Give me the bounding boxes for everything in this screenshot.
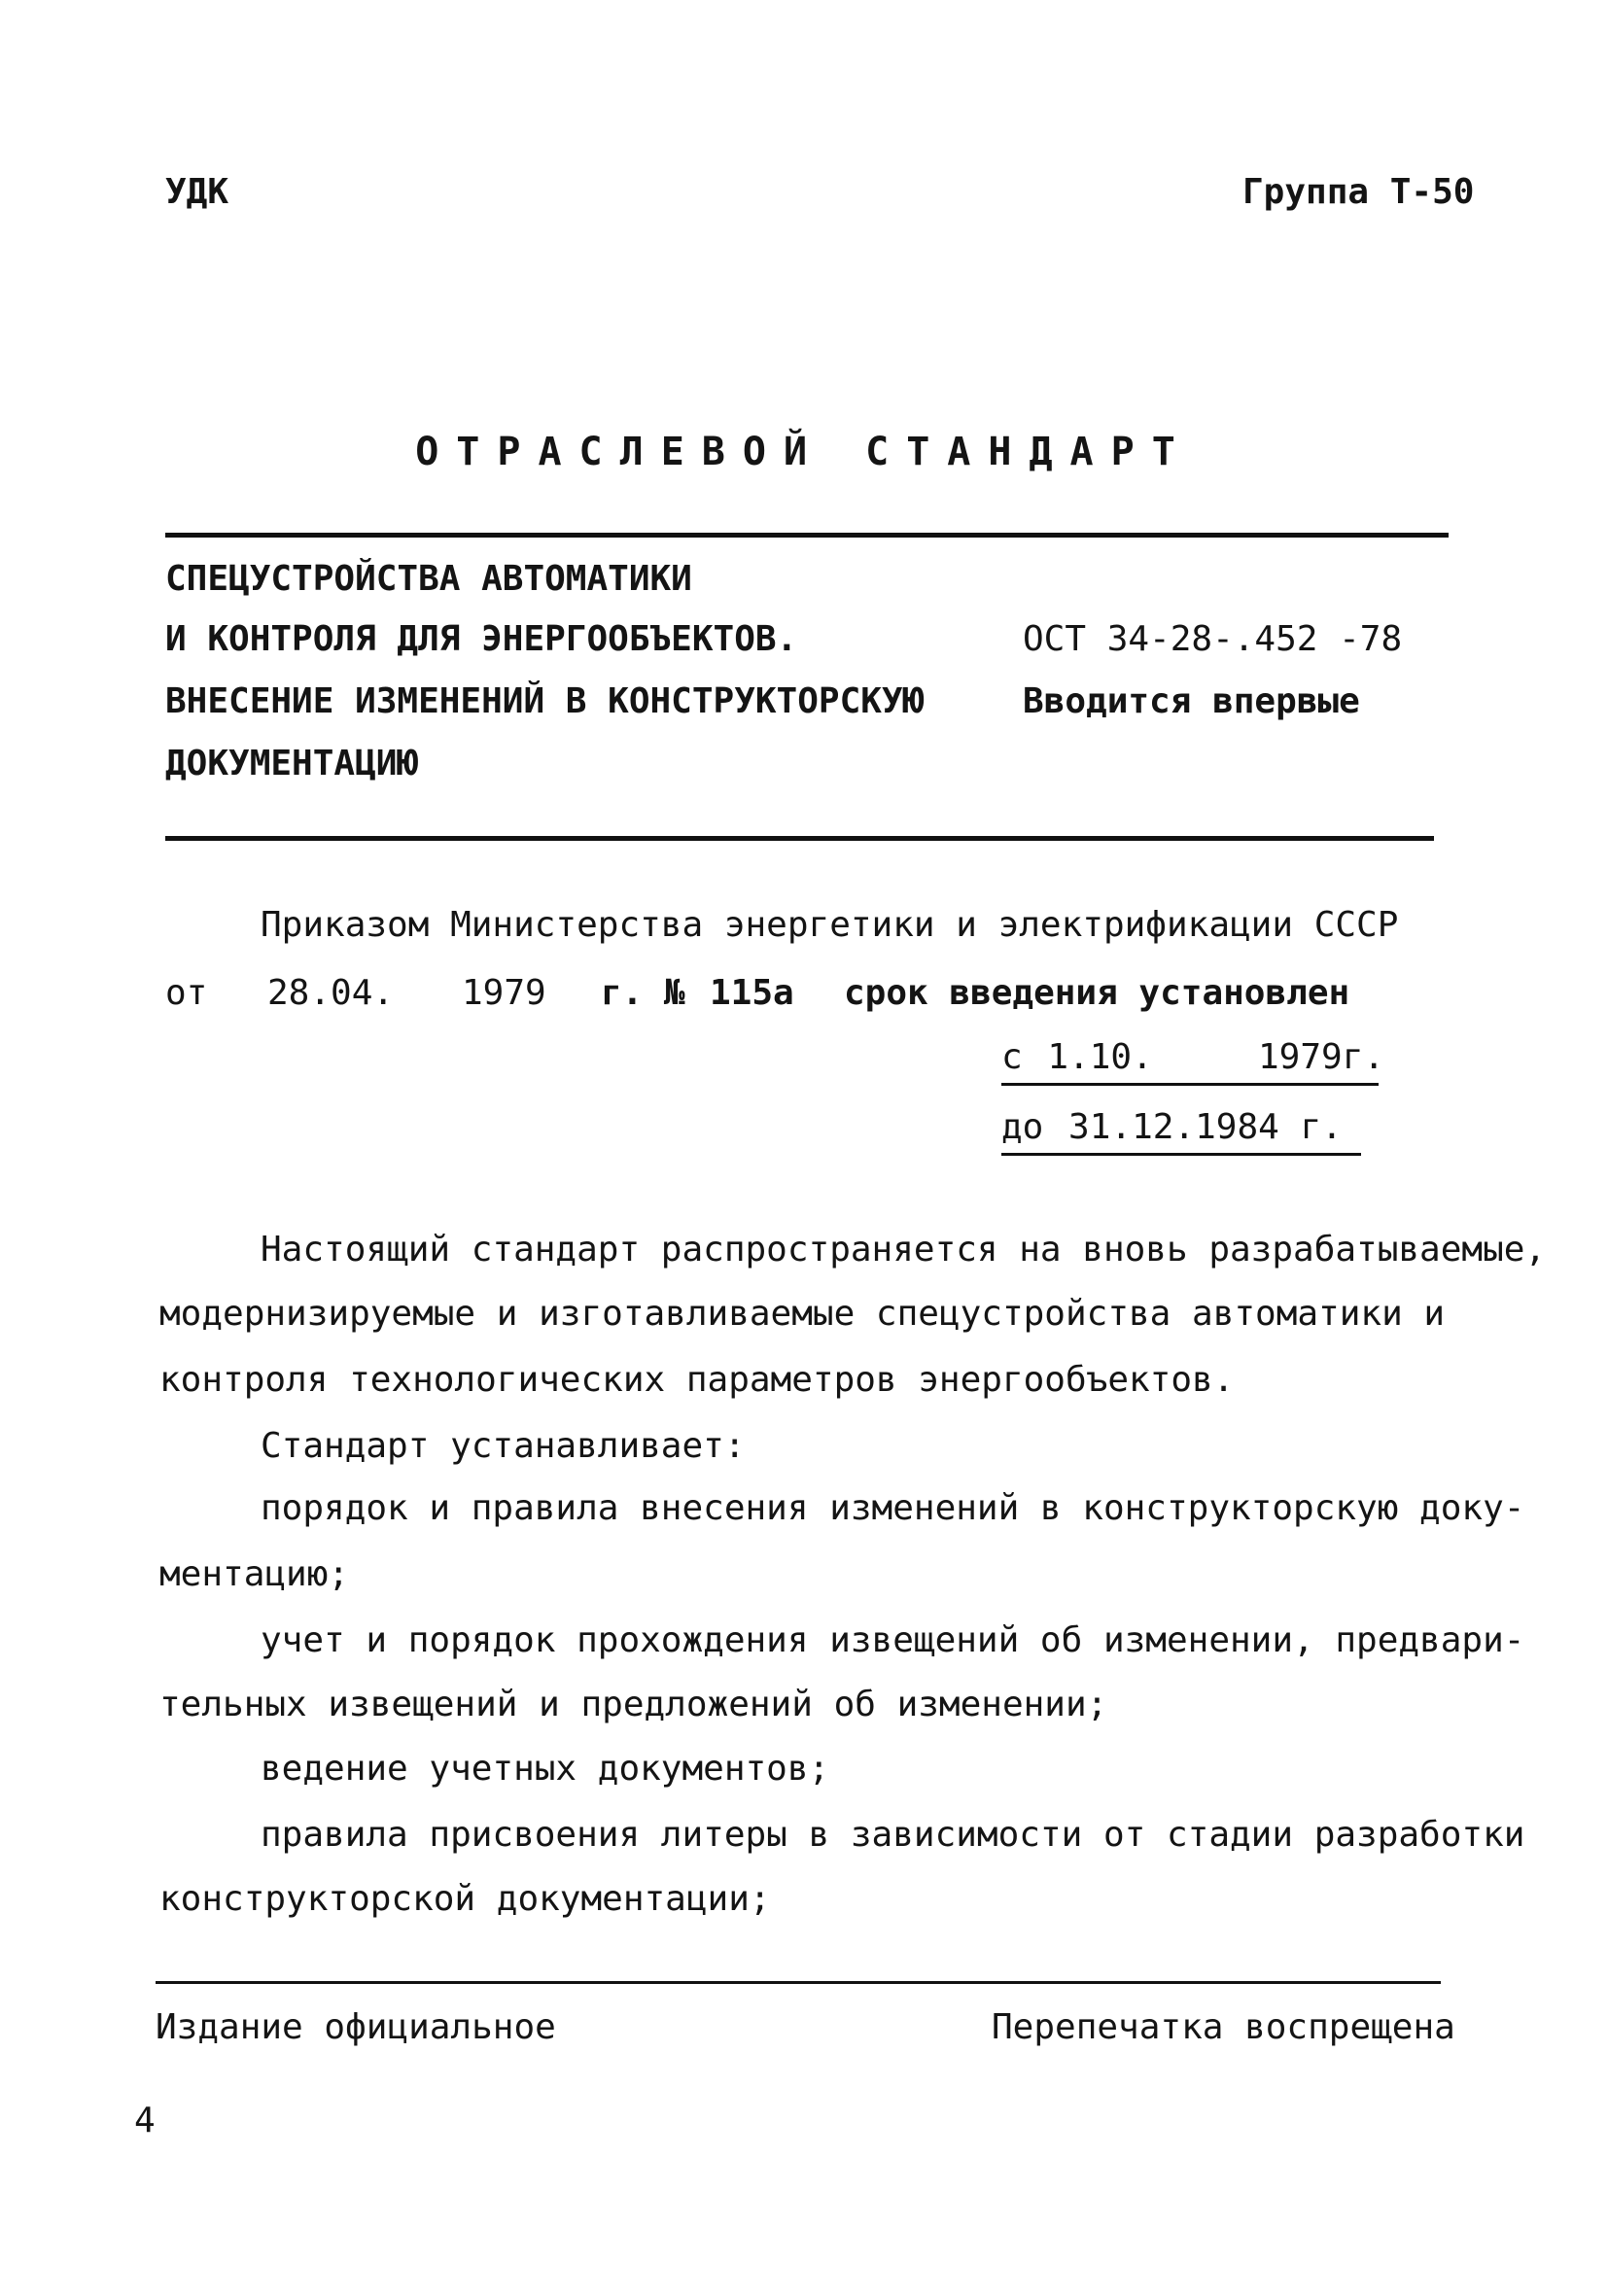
title-rule-bottom	[165, 836, 1434, 841]
body-line-7: учет и порядок прохождения извещений об изменении, предвари-	[261, 1620, 1525, 1660]
end-prefix: до	[1001, 1107, 1044, 1147]
order-number: 115а	[710, 973, 794, 1013]
body-line-1: Настоящий стандарт распространяется на вновь разрабатываемые,	[261, 1230, 1547, 1270]
standard-name-line-1: СПЕЦУСТРОЙСТВА АВТОМАТИКИ	[165, 559, 692, 599]
order-date: 28.04.	[267, 973, 395, 1013]
body-line-9: ведение учетных документов;	[261, 1749, 830, 1789]
start-date-field	[1001, 1036, 1385, 1086]
title-rule-top	[165, 533, 1449, 538]
body-line-2: модернизируемые и изготавливаемые спецустройства автоматики и	[159, 1294, 1446, 1334]
order-g-no: г. №	[601, 973, 685, 1013]
standard-name-line-3: ВНЕСЕНИЕ ИЗМЕНЕНИЙ В КОНСТРУКТОРСКУЮ	[165, 681, 925, 721]
footer-rule	[156, 1981, 1441, 1984]
body-line-3: контроля технологических параметров энергообъектов.	[159, 1360, 1235, 1400]
body-line-5: порядок и правила внесения изменений в конструкторскую доку-	[261, 1488, 1525, 1528]
end-date: 31.12.1984 г.	[1068, 1107, 1343, 1147]
page-number: 4	[134, 2101, 156, 2140]
standard-status: Вводится впервые	[1023, 681, 1360, 721]
order-line: Приказом Министерства энергетики и электрификации СССР	[261, 905, 1399, 945]
order-year: 1979	[462, 973, 546, 1013]
order-term: срок введения установлен	[844, 973, 1350, 1013]
group-label: Группа Т-50	[1242, 172, 1475, 212]
body-line-10: правила присвоения литеры в зависимости от стадии разработки	[261, 1815, 1525, 1855]
reprint-label: Перепечатка воспрещена	[992, 2007, 1455, 2047]
standard-name-line-2: И КОНТРОЛЯ ДЛЯ ЭНЕРГООБЪЕКТОВ.	[165, 619, 798, 659]
document-title: ОТРАСЛЕВОЙ СТАНДАРТ	[415, 430, 1193, 474]
body-line-8: тельных извещений и предложений об изменении;	[159, 1685, 1108, 1724]
udk-label: УДК	[165, 172, 229, 212]
body-line-6: ментацию;	[159, 1554, 350, 1594]
end-date-field	[1001, 1106, 1361, 1156]
start-date: 1.10.	[1047, 1037, 1153, 1077]
standard-code: ОСТ 34-28-.452 -78	[1023, 619, 1403, 659]
order-from: от	[165, 973, 208, 1013]
start-year: 1979г.	[1258, 1037, 1385, 1077]
body-line-4: Стандарт устанавливает:	[261, 1426, 746, 1466]
start-prefix: с	[1001, 1037, 1023, 1077]
standard-name-line-4: ДОКУМЕНТАЦИЮ	[165, 744, 419, 783]
body-line-11: конструкторской документации;	[159, 1879, 771, 1919]
edition-label: Издание официальное	[156, 2007, 556, 2047]
